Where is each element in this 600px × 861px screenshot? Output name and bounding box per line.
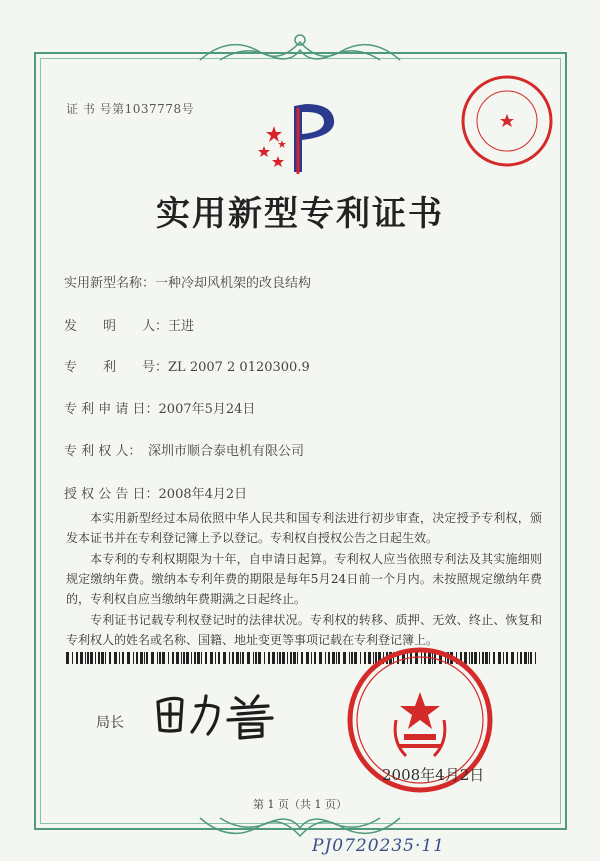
field-patent-number [64,356,310,375]
agency-stamp [458,72,556,170]
paragraph-register: 专利证书记载专利权登记时的法律状况。专利权的转移、质押、无效、终止、恢复和专利权人的姓名或名称、国籍、地址变更等事项记载在专利登记簿上。 [66,613,542,647]
field-value: 一种冷却风机架的改良结构 [155,276,312,291]
field-label: 专 利 申 请 日： [64,402,159,417]
field-grant-date [64,483,247,502]
paragraph-term: 本专利的专利权期限为十年，自申请日起算。专利权人应当依照专利法及其实施细则规定缴纳年费。缴纳本专利年费的期限是每年5月24日前一个月内。未按照规定缴纳年费的，专利权自应当缴纳年费期满之日起终止。 [66,552,542,606]
field-label: 实用新型名称： [64,276,156,291]
field-label: 授 权 公 告 日： [64,487,159,502]
field-inventor [64,315,194,334]
field-application-date [64,398,255,417]
field-label: 专 利 权 人： [64,444,142,459]
field-label: 发 明 人： [64,319,169,334]
director-label: 局长 [96,715,124,731]
page-number: 第 1 页（共 1 页） [253,798,347,811]
field-value: 2007年5月24日 [158,402,256,417]
handwritten-note: PJ0720235·11 [312,836,446,856]
issue-date: 2008年4月2日 [382,766,485,784]
field-value: ZL 2007 2 0120300.9 [168,360,310,375]
certificate-title: 实用新型专利证书 [156,194,444,234]
certificate-number: 证 书 号第1037778号 [66,102,195,116]
field-label: 专 利 号： [64,360,169,375]
patent-office-logo [254,96,350,180]
field-patentee [64,440,304,459]
paragraph-grant: 本实用新型经过本局依照中华人民共和国专利法进行初步审查，决定授予专利权，颁发本证书并在专利登记簿上予以登记。专利权自授权公告之日起生效。 [66,511,542,545]
top-ornament [190,30,410,66]
field-utility-model-name [64,272,311,291]
field-value: 2008年4月2日 [158,487,248,502]
field-value: 深圳市顺合泰电机有限公司 [148,444,305,459]
field-value: 王进 [168,319,195,334]
director-signature [148,686,288,742]
